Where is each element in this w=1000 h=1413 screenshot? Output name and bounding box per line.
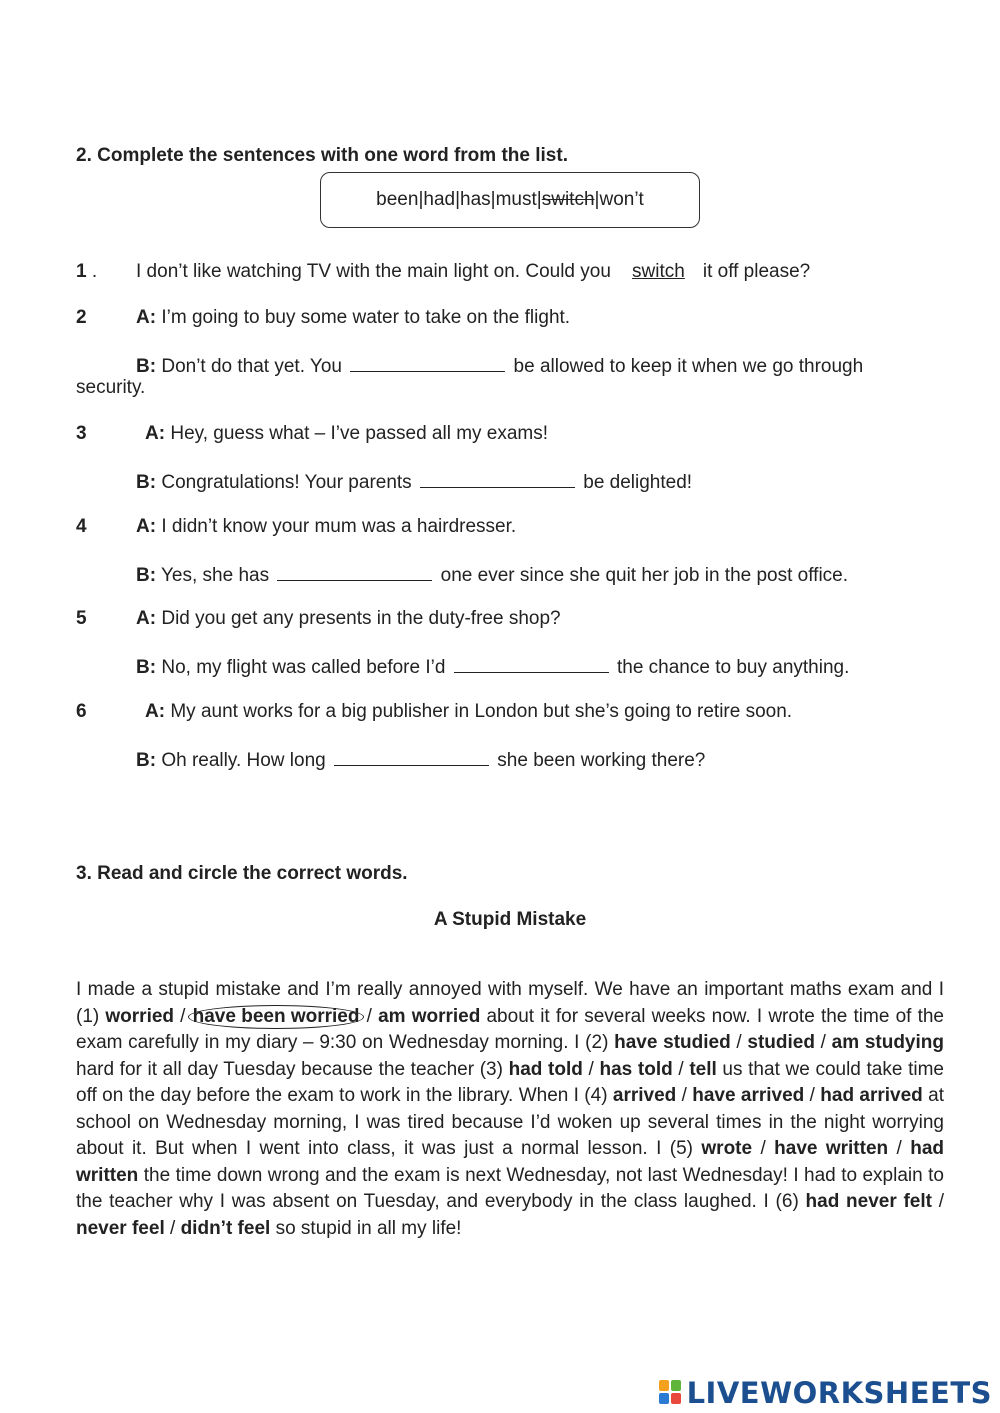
speaker-a: A: [145,701,166,722]
line-text: Hey, guess what – I’ve passed all my exams! [170,423,549,444]
answer-blank[interactable] [420,469,575,488]
speaker-a: A: [145,423,166,444]
line-text: one ever since she quit her job in the post office. [440,565,849,586]
word-list-box [320,172,700,228]
item-2-a [136,307,570,329]
line-text: I didn’t know your mum was a hairdresser. [161,516,517,537]
item-6-number: 6 [76,701,87,722]
line-text: the chance to buy anything. [616,657,850,678]
logo-text: LIVEWORKSHEETS [686,1376,992,1410]
option-4a[interactable]: arrived [612,1085,677,1106]
option-sep: / [164,1217,181,1239]
option-3c[interactable]: tell [689,1058,717,1080]
logo-square [659,1380,669,1391]
item-2-b-cont: security. [76,377,146,398]
option-sep: / [730,1032,748,1053]
option-2b[interactable]: studied [747,1032,815,1053]
answer-blank[interactable] [277,562,432,581]
item-number: 1 [76,261,87,282]
item-5-number: 5 [76,608,87,629]
answer-blank[interactable] [454,654,609,673]
option-1a[interactable]: worried [105,1005,175,1027]
word-wont: won’t [599,189,644,210]
logo-square [659,1393,669,1404]
liveworksheets-logo [659,1376,992,1410]
item-6-b [136,747,705,772]
word-had: had [423,189,456,210]
word-has: has [460,189,491,210]
speaker-b: B: [136,565,157,586]
separator: | [418,189,424,210]
option-sep: / [931,1191,944,1212]
item-3-number: 3 [76,423,87,444]
story-text: at school on Wednesday morning, I was tired because I’d woken up several times in the night worrying about it. But when I went into class, it was just a normal lesson. I (5) [76,1085,944,1159]
logo-square [671,1380,681,1391]
line-text: be allowed to keep it when we go through [513,356,864,377]
story-text: us that we could take time off on the day before the exam to work in the library. When I (4) [76,1058,944,1106]
option-sep: / [676,1085,693,1106]
section-2-heading: 2. Complete the sentences with one word from the list. [76,145,568,166]
story-paragraph [76,977,944,1242]
option-sep: / [360,1005,379,1027]
separator: | [536,189,542,210]
item-3-a [145,423,548,445]
option-1b-circled[interactable]: have been worried [188,1005,365,1029]
line-text: No, my flight was called before I’d [161,657,446,678]
line-text: Oh really. How long [161,750,326,771]
option-sep: / [672,1058,690,1080]
word-been: been [376,189,419,210]
sentence-text: it off please? [702,261,811,282]
answer-blank[interactable] [334,747,489,766]
option-sep: / [174,1005,192,1027]
option-6c[interactable]: didn’t feel [180,1217,271,1239]
word-must: must [495,189,537,210]
line-text: My aunt works for a big publisher in London but she’s going to retire soon. [170,701,793,722]
separator: | [455,189,461,210]
story-text: I made a stupid mistake and I’m really annoyed with myself. We have an important maths exam and I (1) [76,979,944,1027]
speaker-b: B: [136,356,157,377]
answer-blank[interactable] [350,353,505,372]
option-sep: / [582,1058,600,1080]
story-title: A Stupid Mistake [433,909,587,930]
option-4c[interactable]: had arrived [820,1085,923,1106]
item-1-sentence [136,261,810,283]
option-5a[interactable]: wrote [701,1138,753,1159]
option-4b[interactable]: have arrived [692,1085,805,1106]
item-5-a [136,608,561,630]
line-text: be delighted! [583,472,693,493]
item-2-number: 2 [76,307,87,328]
logo-square [671,1393,681,1404]
item-4-a [136,516,516,538]
section-3-heading: 3. Read and circle the correct words. [76,863,408,884]
separator: | [490,189,496,210]
option-2c[interactable]: am studying [831,1032,944,1053]
option-sep: / [814,1032,832,1053]
item-3-b [136,469,692,494]
word-switch-crossed: switch [541,189,595,210]
option-3b[interactable]: has told [599,1058,673,1080]
story-text: about it for several weeks now. I wrote the time of the exam carefully in my diary – 9:30 on Wednesday morning. I (2) [76,1005,944,1053]
separator: | [594,189,600,210]
item-6-a [145,701,792,723]
item-dot: . [91,261,98,282]
option-5b[interactable]: have written [774,1138,889,1159]
item-1 [76,261,97,283]
option-2a[interactable]: have studied [614,1032,731,1053]
line-text: Congratulations! Your parents [161,472,412,493]
item-4-number: 4 [76,516,87,537]
line-text: Did you get any presents in the duty-free shop? [161,608,561,629]
option-5c[interactable]: had written [76,1138,944,1186]
speaker-a: A: [136,516,157,537]
line-text: she been working there? [497,750,706,771]
option-sep: / [888,1138,911,1159]
speaker-a: A: [136,608,157,629]
logo-mark-icon [659,1380,683,1406]
option-6a[interactable]: had never felt [805,1191,932,1212]
speaker-a: A: [136,307,157,328]
story-text: hard for it all day Tuesday because the teacher (3) [76,1058,509,1080]
speaker-b: B: [136,472,157,493]
option-sep: / [804,1085,821,1106]
sentence-text: I don’t like watching TV with the main light on. Could you [136,261,611,282]
option-sep: / [752,1138,775,1159]
item-4-b [136,562,848,587]
line-text: Don’t do that yet. You [161,356,342,377]
option-3a[interactable]: had told [508,1058,583,1080]
option-6b[interactable]: never feel [76,1217,165,1239]
option-1c[interactable]: am worried [378,1005,481,1027]
speaker-b: B: [136,657,157,678]
line-text: Yes, she has [161,565,270,586]
item-5-b [136,654,849,679]
story-text: the time down wrong and the exam is next Wednesday, not last Wednesday! I had to explain to the teacher why I was absent on Tuesday, and everybody in the class laughed. I (6) [76,1164,944,1212]
item-2-b [136,353,863,378]
story-text: so stupid in all my life! [270,1217,462,1239]
line-text: I’m going to buy some water to take on the flight. [161,307,571,328]
answer-input[interactable]: switch [632,261,685,282]
speaker-b: B: [136,750,157,771]
